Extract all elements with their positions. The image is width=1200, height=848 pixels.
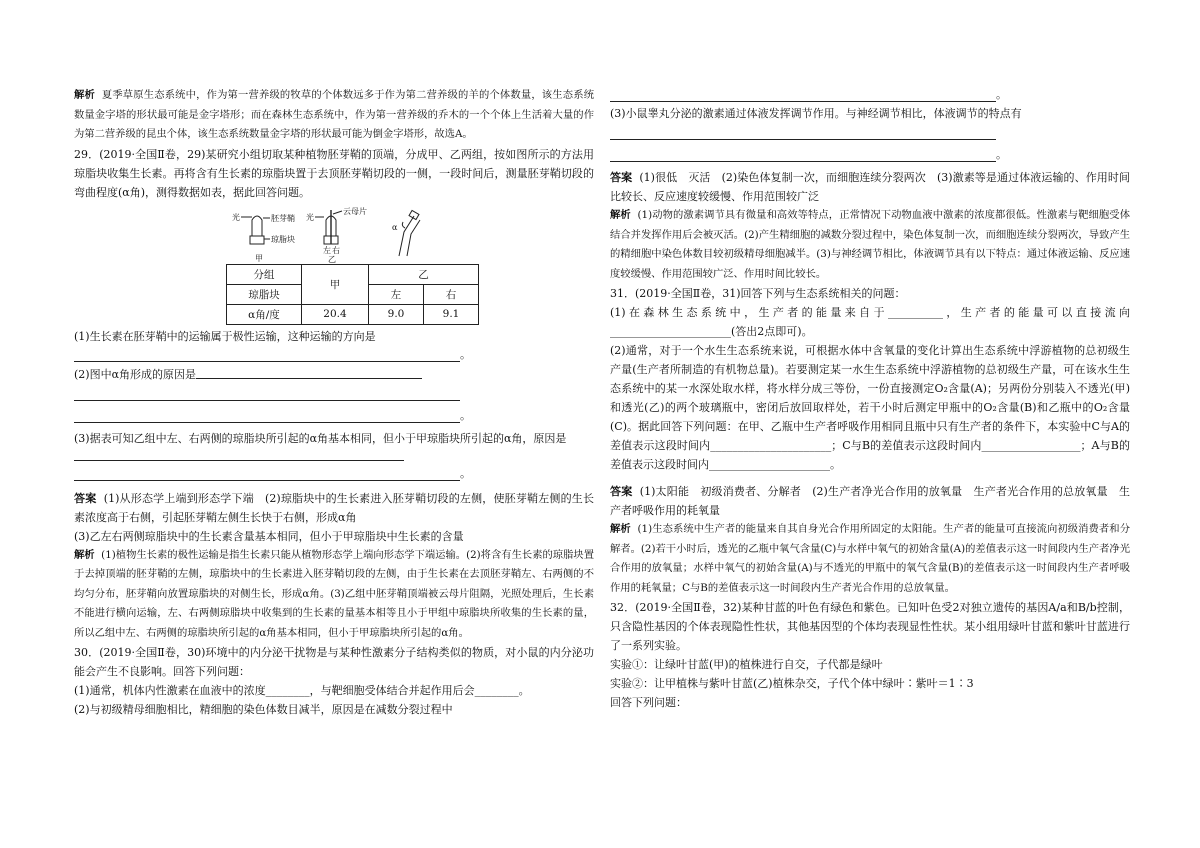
question-29-1: (1)生长素在胚芽鞘中的运输属于极性运输，这种运输的方向是 [74,329,376,343]
mica-label: 云母片 [343,206,367,216]
answer-text: (1)太阳能 初级消费者、分解者 (2)生产者净光合作用的放氧量 生产者光合作用的总放氧量 生产者呼吸作用的耗氧量 [610,485,1131,517]
jia-label: 甲 [255,253,263,263]
answer-text: (1)很低 灭活 (2)染色体复制一次，而细胞连续分裂两次 (3)激素等是通过体液运输的、作用时间比较长、反应速度较缓慢、作用范围较广泛 [610,171,1130,203]
analysis-label: 解析 [610,209,631,221]
question-30-2: (2)与初级精母细胞相比，精细胞的染色体数目减半，原因是在减数分裂过程中 [74,703,453,716]
answer-29-3: (3)乙左右两侧琼脂块中的生长素含量基本相同，但小于甲琼脂块中生长素的含量 [74,529,464,543]
answer-blank-3a[interactable] [74,448,404,461]
analysis-29 [74,546,594,644]
question-30-3: (3)小鼠睾丸分泌的激素通过体液发挥调节作用。与神经调节相比，体液调节的特点有 [610,107,1022,120]
answer-29 [74,489,594,527]
question-29-2: (2)图中α角形成的原因是 [74,367,197,381]
answer-blank-3b[interactable] [74,468,460,481]
period: 。 [460,347,471,361]
bent-segment [399,216,420,256]
answer-30 [610,168,1130,206]
analysis-text: (1)植物生长素的极性运输是指生长素只能从植物形态学上端向形态学下端运输。(2)将含有生长素的琼脂块置于去掉顶端的胚芽鞘的左侧，琼脂块中的生长素进入胚芽鞘切段的左侧，由于生长素在去顶胚芽鞘左、右两侧的不均匀分布，胚芽鞘向放置琼脂块的对侧生长，形成α角。(3)乙组中胚芽鞘顶端被云母片阻隔，光照处理后，生长素不能进行横向运输，左、右两侧琼脂块中收集到的生长素的量基本相等且小于甲组中琼脂块所收集的生长素的量，所以乙组中左、右两侧的琼脂块所引起的α角基本相同，但小于甲琼脂块所引起的α角。 [74,548,595,639]
table-row-label: α角/度 [227,304,302,324]
answer-label: 答案 [610,485,633,498]
answer-blank-2a[interactable] [196,366,422,379]
left-label: 左 [323,245,331,255]
experiment-2: 实验②：让甲植株与紫叶甘蓝(乙)植株杂交，子代个体中绿叶∶紫叶＝1∶3 [610,677,974,690]
instruction: 回答下列问题： [610,696,687,709]
alpha-label: α [392,222,398,232]
answer-blank-2b[interactable] [74,388,460,401]
answer-blank-30-2[interactable] [610,89,996,102]
answer-blank-30-3b[interactable] [610,149,996,162]
table-cell-right: 9.1 [424,304,479,324]
agar-block-jia [250,236,264,244]
analysis-label: 解析 [610,523,631,535]
answer-blank-30-3a[interactable] [610,127,996,140]
period: 。 [996,148,1007,161]
question-30-stem: 30．(2019·全国Ⅱ卷，30)环境中的内分泌干扰物是与某种性激素分子结构类似的物质，对小鼠的内分泌功能会产生不良影响。回答下列问题： [74,646,594,678]
light-label-2: 光 [306,212,314,222]
right-column [610,86,1130,712]
table-header-right: 右 [424,284,479,304]
experiment-figure [74,206,594,264]
answer-blank-2c[interactable] [74,410,460,423]
table-header-yi: 乙 [369,264,479,284]
question-31-1: (1)在森林生态系统中，生产者的能量来自于__________，生产者的能量可以直接流向______________________(答出2点即可)。 [610,306,1130,338]
answer-label: 答案 [610,171,633,184]
answer-label: 答案 [74,491,97,505]
table-header-jia: 甲 [302,264,369,304]
figure-svg [74,206,594,264]
analysis-28 [74,86,594,145]
coleoptile-jia [252,216,262,236]
analysis-31 [610,520,1130,598]
analysis-text: 夏季草原生态系统中，作为第一营养级的牧草的个体数远多于作为第二营养级的羊的个体数量，该生态系统数量金字塔的形状最可能是金字塔形；而在森林生态系统中，作为第一营养级的乔木的一个个体上生活着大量的作为第二营养级的昆虫个体，该生态系统数量金字塔的形状最可能为倒金字塔形，故选A。 [74,89,595,140]
agar-label: 琼脂块 [271,234,295,244]
question-29-stem: 29．(2019·全国Ⅱ卷，29)某研究小组切取某种植物胚芽鞘的顶端，分成甲、乙两组，按如图所示的方法用琼脂块收集生长素。再将含有生长素的琼脂块置于去顶胚芽鞘切段的一侧，一段时间后，测量胚芽鞘切段的弯曲程度(α角)，测得数据如表，据此回答问题。 [74,147,594,199]
analysis-text: (1)动物的激素调节具有微量和高效等特点，正常情况下动物血液中激素的浓度都很低。性激素与靶细胞受体结合并发挥作用后会被灭活。(2)产生精细胞的减数分裂过程中，染色体复制一次，而细胞连续分裂两次，导致产生的精细胞中染色体数目较初级精母细胞减半。(3)与神经调节相比，体液调节具有以下特点：通过体液运输、反应速度较缓慢、作用范围较广泛、作用时间比较长。 [610,209,1130,280]
light-label-1: 光 [232,212,240,222]
data-table [226,264,479,325]
table-header-agar: 琼脂块 [227,284,302,304]
answer-blank-1[interactable] [74,349,460,362]
table-header-left: 左 [369,284,424,304]
analysis-text: (1)生态系统中生产者的能量来自其自身光合作用所固定的太阳能。生产者的能量可直接流向初级消费者和分解者。(2)若干小时后，透光的乙瓶中氧气含量(C)与水样中氧气的初始含量(A)的差值表示这一时间段内生产者净光合作用的放氧量；水样中氧气的初始含量(A)与不透光的甲瓶中的氧气含量(B)的差值表示这一时间段内生产者呼吸作用的耗氧量；C与B的差值表示这一时间段内生产者光合作用的总放氧量。 [610,523,1130,594]
analysis-30 [610,206,1130,284]
right-label: 右 [332,245,340,255]
period: 。 [460,408,471,422]
question-31-2: (2)通常，对于一个水生生态系统来说，可根据水体中含氧量的变化计算出生态系统中浮游植物的总初级生产量(生产者所制造的有机物总量)。若要测定某一水生生态系统中浮游植物的总初级生产量，可在该水生生态系统中的某一水深处取水样，将水样分成三等份，一份直接测定O₂含量(A)；另两份分别装入不透光(甲)和透光(乙)的两个玻璃瓶中，密闭后放回取样处，若干小时后测定甲瓶中的O₂含量(B)和乙瓶中的O₂含量(C)。据此回答下列问题：在甲、乙瓶中生产者呼吸作用相同且瓶中只有生产者的条件下，本实验中C与A的差值表示这段时间内______________________；C与B的差值表示这段时间内__________________；A与B的差值表示这段时间内______________________。 [610,344,1130,471]
period: 。 [460,466,471,480]
table-header-group: 分组 [227,264,302,284]
answer-text: (1)从形态学上端到形态学下端 (2)琼脂块中的生长素进入胚芽鞘切段的左侧，使胚芽鞘左侧的生长素浓度高于右侧，引起胚芽鞘左侧生长快于右侧，形成α角 [74,491,595,524]
analysis-label: 解析 [74,89,95,101]
question-30-1: (1)通常，机体内性激素在血液中的浓度________，与靶细胞受体结合并起作用后会________。 [74,684,530,697]
question-29-3: (3)据表可知乙组中左、右两侧的琼脂块所引起的α角基本相同，但小于甲琼脂块所引起的α角，原因是 [74,431,567,445]
analysis-label: 解析 [74,548,95,561]
sheath-label: 胚芽鞘 [271,213,295,223]
table-cell-jia: 20.4 [302,304,369,324]
table-cell-left: 9.0 [369,304,424,324]
experiment-1: 实验①：让绿叶甘蓝(甲)的植株进行自交，子代都是绿叶 [610,658,883,671]
period: 。 [996,88,1007,101]
answer-31 [610,482,1130,520]
question-32-stem: 32．(2019·全国Ⅱ卷，32)某种甘蓝的叶色有绿色和紫色。已知叶色受2对独立遗传的基因A/a和B/b控制，只含隐性基因的个体表现隐性性状，其他基因型的个体均表现显性性状。某小组用绿叶甘蓝和紫叶甘蓝进行了一系列实验。 [610,601,1130,652]
left-column [74,86,594,719]
yi-label: 乙 [328,254,336,264]
question-31-stem: 31．(2019·全国Ⅱ卷，31)回答下列与生态系统相关的问题： [610,287,906,300]
